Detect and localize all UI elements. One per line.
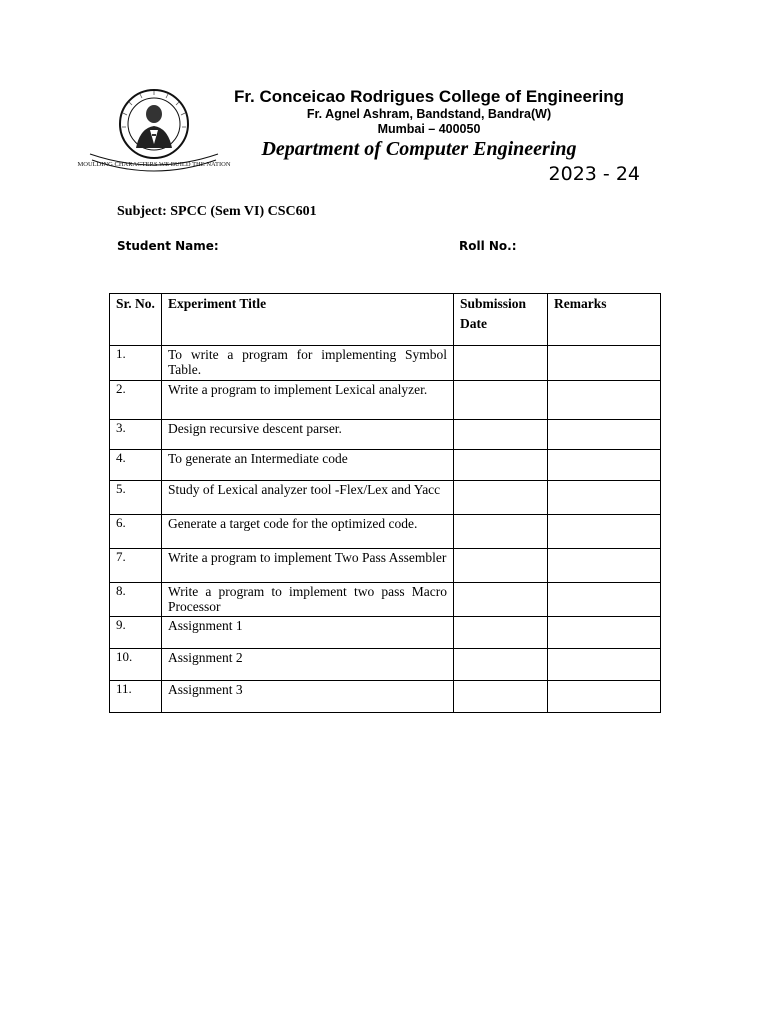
row-sr-no: 7. xyxy=(110,549,162,583)
row-experiment-title: Assignment 2 xyxy=(162,649,454,681)
row-sr-no: 8. xyxy=(110,583,162,617)
subject-line: Subject: SPCC (Sem VI) CSC601 xyxy=(117,204,317,219)
college-logo xyxy=(77,84,231,170)
header-sr-no: Sr. No. xyxy=(110,294,162,346)
address-line-2: Mumbai – 400050 xyxy=(377,122,481,136)
row-experiment-title: Write a program to implement Lexical analyzer. xyxy=(162,381,454,420)
table-row xyxy=(110,549,661,583)
row-remarks xyxy=(548,420,661,450)
row-remarks xyxy=(548,549,661,583)
roll-no-label: Roll No.: xyxy=(459,239,517,253)
row-sr-no: 9. xyxy=(110,617,162,649)
college-name: Fr. Conceicao Rodrigues College of Engineering xyxy=(233,87,625,106)
row-remarks xyxy=(548,450,661,481)
row-submission-date xyxy=(454,381,548,420)
table-row xyxy=(110,617,661,649)
row-sr-no: 2. xyxy=(110,381,162,420)
table-header-row xyxy=(110,294,661,346)
row-experiment-title: Write a program to implement two pass Macro Processor xyxy=(162,583,454,617)
row-remarks xyxy=(548,515,661,549)
row-submission-date xyxy=(454,681,548,713)
row-sr-no: 10. xyxy=(110,649,162,681)
table-row xyxy=(110,346,661,381)
row-remarks xyxy=(548,583,661,617)
header-remarks: Remarks xyxy=(548,294,661,346)
row-submission-date xyxy=(454,549,548,583)
row-submission-date xyxy=(454,450,548,481)
row-experiment-title: To generate an Intermediate code xyxy=(162,450,454,481)
experiment-table xyxy=(109,293,661,713)
header-experiment-title: Experiment Title xyxy=(162,294,454,346)
row-remarks xyxy=(548,481,661,515)
table-row xyxy=(110,420,661,450)
row-submission-date xyxy=(454,346,548,381)
row-sr-no: 3. xyxy=(110,420,162,450)
table-row xyxy=(110,381,661,420)
row-submission-date xyxy=(454,617,548,649)
address-line-1: Fr. Agnel Ashram, Bandstand, Bandra(W) xyxy=(306,107,552,121)
table-row xyxy=(110,450,661,481)
table-body xyxy=(110,346,661,713)
table-row xyxy=(110,681,661,713)
row-sr-no: 1. xyxy=(110,346,162,381)
table-row xyxy=(110,583,661,617)
row-submission-date xyxy=(454,420,548,450)
row-submission-date xyxy=(454,515,548,549)
row-sr-no: 5. xyxy=(110,481,162,515)
row-submission-date xyxy=(454,481,548,515)
academic-year: 2023 - 24 xyxy=(548,163,640,185)
header-submission-date: Submission Date xyxy=(454,294,548,346)
row-sr-no: 11. xyxy=(110,681,162,713)
row-remarks xyxy=(548,681,661,713)
table-row xyxy=(110,515,661,549)
row-submission-date xyxy=(454,583,548,617)
row-submission-date xyxy=(454,649,548,681)
college-seal-icon xyxy=(77,84,231,170)
row-sr-no: 6. xyxy=(110,515,162,549)
row-remarks xyxy=(548,649,661,681)
row-experiment-title: Write a program to implement Two Pass Assembler xyxy=(162,549,454,583)
row-experiment-title: Study of Lexical analyzer tool -Flex/Lex and Yacc xyxy=(162,481,454,515)
row-experiment-title: To write a program for implementing Symbol Table. xyxy=(162,346,454,381)
department-title: Department of Computer Engineering xyxy=(261,138,577,160)
row-remarks xyxy=(548,346,661,381)
row-experiment-title: Assignment 1 xyxy=(162,617,454,649)
row-experiment-title: Design recursive descent parser. xyxy=(162,420,454,450)
logo-motto: MOULDING CHARACTERS WE BUILD THE NATION xyxy=(77,161,231,168)
student-name-label: Student Name: xyxy=(117,239,219,253)
row-remarks xyxy=(548,617,661,649)
table-row xyxy=(110,481,661,515)
row-remarks xyxy=(548,381,661,420)
row-sr-no: 4. xyxy=(110,450,162,481)
row-experiment-title: Assignment 3 xyxy=(162,681,454,713)
table-row xyxy=(110,649,661,681)
row-experiment-title: Generate a target code for the optimized code. xyxy=(162,515,454,549)
